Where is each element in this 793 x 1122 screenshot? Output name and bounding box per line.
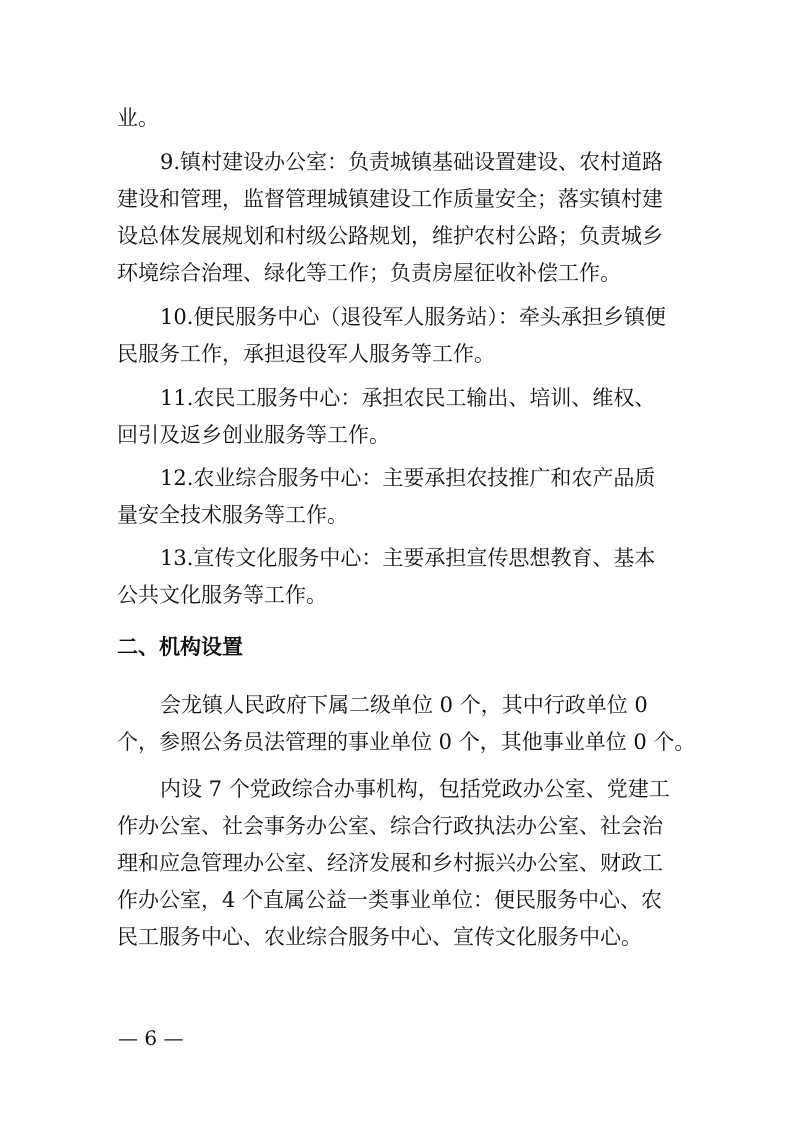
text-line: 民服务工作，承担退役军人服务等工作。: [117, 342, 495, 366]
section-heading: 二、机构设置: [117, 635, 243, 659]
text-line: 12.农业综合服务中心：主要承担农技推广和农产品质: [160, 466, 656, 490]
text-line: 量安全技术服务等工作。: [117, 503, 348, 527]
text-line: 作办公室，4 个直属公益一类事业单位：便民服务中心、农: [117, 888, 663, 912]
text-line: 建设和管理，监督管理城镇建设工作质量安全；落实镇村建: [117, 187, 663, 211]
text-line: 会龙镇人民政府下属二级单位 0 个，其中行政单位 0: [160, 693, 648, 717]
text-line: 环境综合治理、绿化等工作；负责房屋征收补偿工作。: [117, 261, 621, 285]
text-line: 设总体发展规划和村级公路规划，维护农村公路；负责城乡: [117, 224, 663, 248]
text-line: 13.宣传文化服务中心：主要承担宣传思想教育、基本: [160, 546, 656, 570]
text-line: 回引及返乡创业服务等工作。: [117, 423, 390, 447]
text-line: 10.便民服务中心（退役军人服务站）：牵头承担乡镇便: [160, 305, 666, 329]
text-line: 理和应急管理办公室、经济发展和乡村振兴办公室、财政工: [117, 851, 663, 875]
text-line: 公共文化服务等工作。: [117, 583, 327, 607]
text-line: 作办公室、社会事务办公室、综合行政执法办公室、社会治: [117, 814, 663, 838]
text-line: 业。: [117, 106, 159, 130]
text-line: 内设 7 个党政综合办事机构，包括党政办公室、党建工: [160, 777, 670, 801]
page-number: — 6 —: [118, 1026, 184, 1050]
text-line: 个，参照公务员法管理的事业单位 0 个，其他事业单位 0 个。: [117, 730, 696, 754]
text-line: 民工服务中心、农业综合服务中心、宣传文化服务中心。: [117, 925, 642, 949]
text-line: 11.农民工服务中心：承担农民工输出、培训、维权、: [160, 386, 656, 410]
text-line: 9.镇村建设办公室：负责城镇基础设置建设、农村道路: [160, 150, 664, 174]
